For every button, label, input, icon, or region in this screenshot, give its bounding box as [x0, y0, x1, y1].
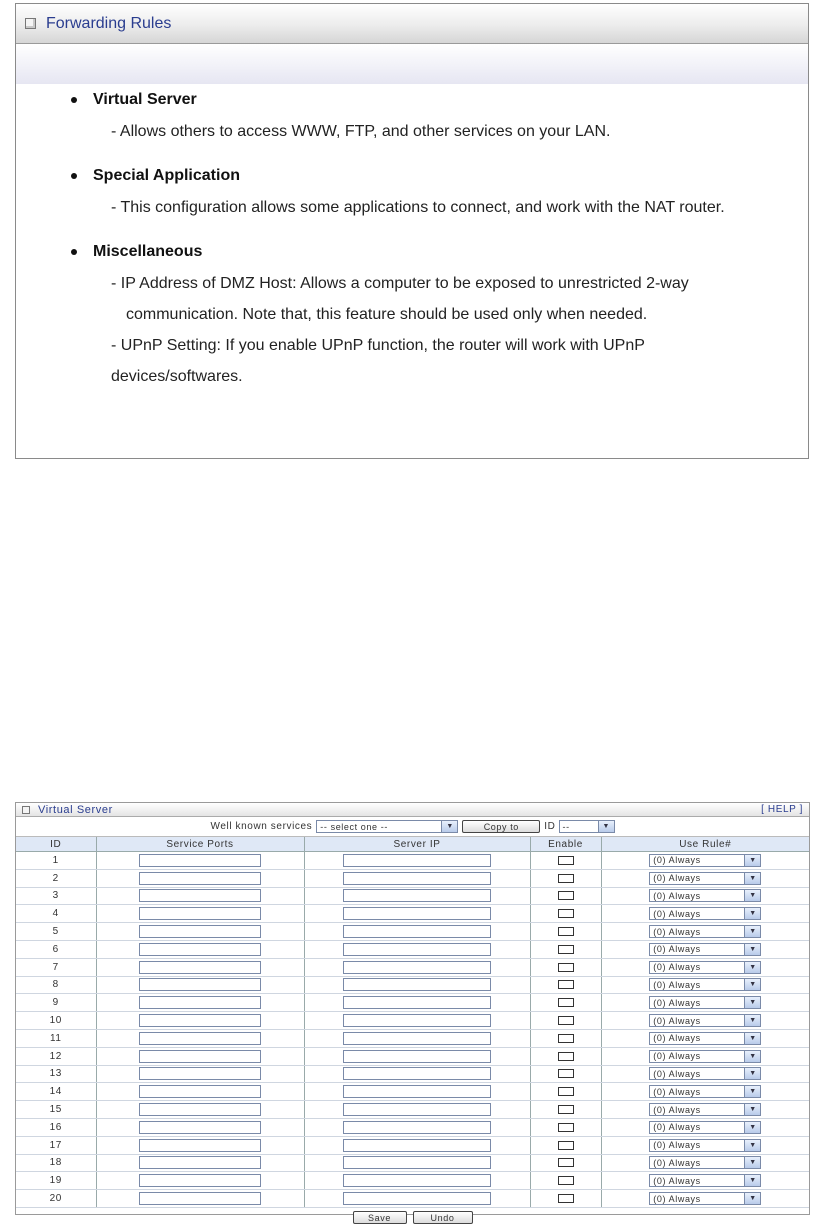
- service-ports-cell: [96, 905, 304, 923]
- use-rule-select[interactable]: [649, 1121, 761, 1134]
- service-ports-cell: [96, 923, 304, 941]
- server-ip-input[interactable]: [343, 1050, 491, 1063]
- enable-checkbox[interactable]: [558, 909, 574, 918]
- use-rule-value: (0) Always: [653, 890, 701, 901]
- table-row: [16, 1083, 809, 1101]
- enable-cell: [530, 887, 601, 905]
- server-ip-input[interactable]: [343, 961, 491, 974]
- row-id: 15: [16, 1101, 96, 1119]
- use-rule-select[interactable]: [649, 925, 761, 938]
- enable-checkbox[interactable]: [558, 874, 574, 883]
- enable-cell: [530, 1136, 601, 1154]
- row-id: 20: [16, 1190, 96, 1208]
- table-row: [16, 905, 809, 923]
- topic-description: - This configuration allows some applications to connect, and work with the NAT router.: [111, 199, 725, 216]
- row-id: 14: [16, 1083, 96, 1101]
- enable-checkbox[interactable]: [558, 1069, 574, 1078]
- row-id: 2: [16, 869, 96, 887]
- server-ip-input[interactable]: [343, 889, 491, 902]
- enable-cell: [530, 1065, 601, 1083]
- server-ip-cell: [304, 1047, 530, 1065]
- topic-description-line: communication. Note that, this feature should be used only when needed.: [126, 306, 648, 323]
- square-icon: [25, 18, 36, 29]
- use-rule-cell: [601, 994, 809, 1012]
- enable-cell: [530, 869, 601, 887]
- table-row: [16, 852, 809, 870]
- use-rule-cell: [601, 1029, 809, 1047]
- topic-virtual-server: [71, 84, 808, 147]
- table-row: [16, 923, 809, 941]
- server-ip-input[interactable]: [343, 978, 491, 991]
- enable-cell: [530, 1118, 601, 1136]
- use-rule-value: (0) Always: [653, 1104, 701, 1115]
- topic-miscellaneous: [71, 236, 808, 392]
- service-ports-cell: [96, 1083, 304, 1101]
- chevron-down-icon: ▼: [744, 873, 760, 884]
- use-rule-select[interactable]: [649, 978, 761, 991]
- chevron-down-icon: ▼: [744, 1175, 760, 1186]
- use-rule-value: (0) Always: [653, 1157, 701, 1168]
- service-ports-cell: [96, 1118, 304, 1136]
- use-rule-cell: [601, 852, 809, 870]
- use-rule-select[interactable]: [649, 1032, 761, 1045]
- well-known-services-row: [16, 817, 809, 837]
- id-select-value: --: [562, 821, 570, 832]
- use-rule-cell: [601, 1047, 809, 1065]
- server-ip-input[interactable]: [343, 1174, 491, 1187]
- use-rule-value: (0) Always: [653, 1122, 701, 1133]
- service-ports-input[interactable]: [139, 1174, 261, 1187]
- enable-checkbox[interactable]: [558, 1123, 574, 1132]
- enable-checkbox[interactable]: [558, 927, 574, 936]
- column-header-use-rule: Use Rule#: [601, 837, 809, 852]
- row-id: 8: [16, 976, 96, 994]
- service-ports-input[interactable]: [139, 996, 261, 1009]
- service-ports-cell: [96, 1065, 304, 1083]
- use-rule-value: (0) Always: [653, 979, 701, 990]
- well-known-services-select[interactable]: [316, 820, 458, 833]
- service-ports-input[interactable]: [139, 889, 261, 902]
- use-rule-select[interactable]: [649, 1156, 761, 1169]
- service-select-value: -- select one --: [320, 821, 388, 832]
- enable-checkbox[interactable]: [558, 1158, 574, 1167]
- chevron-down-icon: ▼: [744, 1104, 760, 1115]
- column-header-id: ID: [16, 837, 96, 852]
- undo-button[interactable]: Undo: [413, 1211, 473, 1224]
- topic-title: Miscellaneous: [93, 243, 203, 260]
- table-row: [16, 869, 809, 887]
- enable-checkbox[interactable]: [558, 963, 574, 972]
- service-ports-cell: [96, 1136, 304, 1154]
- server-ip-input[interactable]: [343, 1014, 491, 1027]
- server-ip-cell: [304, 923, 530, 941]
- column-header-enable: Enable: [530, 837, 601, 852]
- topic-title: Special Application: [93, 167, 240, 184]
- service-ports-cell: [96, 869, 304, 887]
- table-row: [16, 976, 809, 994]
- service-ports-cell: [96, 976, 304, 994]
- topic-description-line: - IP Address of DMZ Host: Allows a computer to be exposed to unrestricted 2-way: [111, 275, 689, 292]
- table-row: [16, 1065, 809, 1083]
- service-ports-input[interactable]: [139, 925, 261, 938]
- chevron-down-icon: ▼: [744, 908, 760, 919]
- service-ports-cell: [96, 1047, 304, 1065]
- header-gradient-band: [16, 44, 808, 84]
- service-ports-input[interactable]: [139, 1156, 261, 1169]
- server-ip-cell: [304, 1154, 530, 1172]
- use-rule-select[interactable]: [649, 1103, 761, 1116]
- enable-cell: [530, 1101, 601, 1119]
- server-ip-input[interactable]: [343, 1156, 491, 1169]
- service-ports-cell: [96, 1190, 304, 1208]
- topic-special-application: [71, 160, 808, 223]
- server-ip-cell: [304, 1012, 530, 1030]
- chevron-down-icon: ▼: [744, 1068, 760, 1079]
- virtual-server-table: [16, 837, 809, 1208]
- service-ports-cell: [96, 852, 304, 870]
- enable-cell: [530, 923, 601, 941]
- table-row: [16, 1190, 809, 1208]
- server-ip-cell: [304, 1190, 530, 1208]
- server-ip-cell: [304, 1136, 530, 1154]
- enable-cell: [530, 852, 601, 870]
- chevron-down-icon: ▼: [598, 821, 614, 832]
- chevron-down-icon: ▼: [744, 890, 760, 901]
- server-ip-cell: [304, 905, 530, 923]
- row-id: 13: [16, 1065, 96, 1083]
- use-rule-cell: [601, 976, 809, 994]
- topic-description: - Allows others to access WWW, FTP, and other services on your LAN.: [111, 123, 611, 140]
- server-ip-cell: [304, 1065, 530, 1083]
- server-ip-cell: [304, 976, 530, 994]
- use-rule-value: (0) Always: [653, 873, 701, 884]
- use-rule-cell: [601, 1083, 809, 1101]
- use-rule-value: (0) Always: [653, 944, 701, 955]
- id-select[interactable]: [559, 820, 615, 833]
- use-rule-value: (0) Always: [653, 962, 701, 973]
- server-ip-cell: [304, 887, 530, 905]
- table-row: [16, 1136, 809, 1154]
- service-ports-input[interactable]: [139, 1032, 261, 1045]
- use-rule-cell: [601, 1154, 809, 1172]
- row-id: 9: [16, 994, 96, 1012]
- use-rule-cell: [601, 1136, 809, 1154]
- enable-checkbox[interactable]: [558, 1087, 574, 1096]
- row-id: 7: [16, 958, 96, 976]
- server-ip-cell: [304, 1118, 530, 1136]
- server-ip-cell: [304, 1172, 530, 1190]
- use-rule-select[interactable]: [649, 1174, 761, 1187]
- enable-cell: [530, 1190, 601, 1208]
- forwarding-rules-content: [16, 84, 808, 392]
- use-rule-cell: [601, 1065, 809, 1083]
- server-ip-cell: [304, 852, 530, 870]
- service-ports-input[interactable]: [139, 1121, 261, 1134]
- chevron-down-icon: ▼: [744, 979, 760, 990]
- enable-cell: [530, 940, 601, 958]
- enable-checkbox[interactable]: [558, 945, 574, 954]
- table-row: [16, 887, 809, 905]
- table-header-row: [16, 837, 809, 852]
- enable-checkbox[interactable]: [558, 1016, 574, 1025]
- chevron-down-icon: ▼: [744, 1051, 760, 1062]
- server-ip-input[interactable]: [343, 854, 491, 867]
- server-ip-cell: [304, 1029, 530, 1047]
- row-id: 5: [16, 923, 96, 941]
- enable-checkbox[interactable]: [558, 998, 574, 1007]
- use-rule-select[interactable]: [649, 889, 761, 902]
- enable-cell: [530, 994, 601, 1012]
- use-rule-value: (0) Always: [653, 926, 701, 937]
- chevron-down-icon: ▼: [744, 997, 760, 1008]
- use-rule-select[interactable]: [649, 1139, 761, 1152]
- use-rule-value: (0) Always: [653, 1033, 701, 1044]
- forwarding-rules-header: [16, 4, 808, 44]
- server-ip-input[interactable]: [343, 1121, 491, 1134]
- enable-cell: [530, 958, 601, 976]
- enable-checkbox[interactable]: [558, 980, 574, 989]
- chevron-down-icon: ▼: [744, 1015, 760, 1026]
- help-link[interactable]: [ HELP ]: [761, 804, 803, 815]
- enable-cell: [530, 1154, 601, 1172]
- use-rule-value: (0) Always: [653, 997, 701, 1008]
- use-rule-cell: [601, 869, 809, 887]
- row-id: 12: [16, 1047, 96, 1065]
- server-ip-input[interactable]: [343, 1085, 491, 1098]
- use-rule-select[interactable]: [649, 1085, 761, 1098]
- server-ip-cell: [304, 940, 530, 958]
- table-row: [16, 1012, 809, 1030]
- chevron-down-icon: ▼: [744, 1086, 760, 1097]
- row-id: 1: [16, 852, 96, 870]
- row-id: 3: [16, 887, 96, 905]
- enable-cell: [530, 905, 601, 923]
- use-rule-select[interactable]: [649, 872, 761, 885]
- server-ip-input[interactable]: [343, 1192, 491, 1205]
- chevron-down-icon: ▼: [744, 944, 760, 955]
- use-rule-cell: [601, 905, 809, 923]
- row-id: 11: [16, 1029, 96, 1047]
- service-ports-input[interactable]: [139, 854, 261, 867]
- virtual-server-panel: [15, 802, 810, 1223]
- topic-description-line: devices/softwares.: [111, 368, 243, 385]
- service-ports-cell: [96, 1101, 304, 1119]
- server-ip-input[interactable]: [343, 1139, 491, 1152]
- chevron-down-icon: ▼: [744, 1122, 760, 1133]
- use-rule-cell: [601, 1118, 809, 1136]
- table-row: [16, 1047, 809, 1065]
- use-rule-cell: [601, 940, 809, 958]
- server-ip-input[interactable]: [343, 1103, 491, 1116]
- service-ports-input[interactable]: [139, 907, 261, 920]
- use-rule-value: (0) Always: [653, 908, 701, 919]
- service-ports-input[interactable]: [139, 961, 261, 974]
- table-row: [16, 1172, 809, 1190]
- chevron-down-icon: ▼: [744, 855, 760, 866]
- use-rule-cell: [601, 1012, 809, 1030]
- server-ip-input[interactable]: [343, 943, 491, 956]
- table-row: [16, 1101, 809, 1119]
- table-row: [16, 994, 809, 1012]
- use-rule-select[interactable]: [649, 1050, 761, 1063]
- server-ip-cell: [304, 1101, 530, 1119]
- enable-cell: [530, 976, 601, 994]
- use-rule-select[interactable]: [649, 854, 761, 867]
- service-ports-input[interactable]: [139, 943, 261, 956]
- service-ports-input[interactable]: [139, 1014, 261, 1027]
- service-ports-input[interactable]: [139, 1103, 261, 1116]
- enable-checkbox[interactable]: [558, 1194, 574, 1203]
- use-rule-select[interactable]: [649, 961, 761, 974]
- server-ip-cell: [304, 869, 530, 887]
- row-id: 10: [16, 1012, 96, 1030]
- enable-checkbox[interactable]: [558, 1105, 574, 1114]
- enable-cell: [530, 1172, 601, 1190]
- chevron-down-icon: ▼: [441, 821, 457, 832]
- service-ports-cell: [96, 1012, 304, 1030]
- server-ip-cell: [304, 994, 530, 1012]
- use-rule-select[interactable]: [649, 1192, 761, 1205]
- save-button[interactable]: Save: [353, 1211, 407, 1224]
- service-ports-input[interactable]: [139, 1067, 261, 1080]
- use-rule-select[interactable]: [649, 907, 761, 920]
- service-ports-input[interactable]: [139, 1050, 261, 1063]
- use-rule-value: (0) Always: [653, 1193, 701, 1204]
- server-ip-input[interactable]: [343, 1067, 491, 1080]
- use-rule-cell: [601, 887, 809, 905]
- use-rule-value: (0) Always: [653, 1140, 701, 1151]
- use-rule-value: (0) Always: [653, 1068, 701, 1079]
- service-ports-cell: [96, 994, 304, 1012]
- table-row: [16, 1154, 809, 1172]
- enable-cell: [530, 1047, 601, 1065]
- use-rule-select[interactable]: [649, 1014, 761, 1027]
- topic-title: Virtual Server: [93, 91, 197, 108]
- use-rule-cell: [601, 1101, 809, 1119]
- enable-checkbox[interactable]: [558, 1141, 574, 1150]
- enable-checkbox[interactable]: [558, 1176, 574, 1185]
- use-rule-value: (0) Always: [653, 1015, 701, 1026]
- id-label: ID: [544, 821, 556, 832]
- use-rule-cell: [601, 1190, 809, 1208]
- row-id: 4: [16, 905, 96, 923]
- enable-checkbox[interactable]: [558, 856, 574, 865]
- bullet-icon: [71, 173, 77, 179]
- enable-checkbox[interactable]: [558, 1052, 574, 1061]
- use-rule-cell: [601, 1172, 809, 1190]
- service-ports-input[interactable]: [139, 872, 261, 885]
- use-rule-value: (0) Always: [653, 1051, 701, 1062]
- table-row: [16, 1118, 809, 1136]
- use-rule-cell: [601, 923, 809, 941]
- service-ports-input[interactable]: [139, 1085, 261, 1098]
- service-ports-cell: [96, 1029, 304, 1047]
- server-ip-input[interactable]: [343, 1032, 491, 1045]
- row-id: 17: [16, 1136, 96, 1154]
- chevron-down-icon: ▼: [744, 1157, 760, 1168]
- row-id: 19: [16, 1172, 96, 1190]
- column-header-server-ip: Server IP: [304, 837, 530, 852]
- use-rule-value: (0) Always: [653, 1086, 701, 1097]
- virtual-server-titlebar: [16, 803, 809, 817]
- square-icon: [22, 806, 30, 814]
- server-ip-input[interactable]: [343, 925, 491, 938]
- service-ports-input[interactable]: [139, 1192, 261, 1205]
- server-ip-cell: [304, 1083, 530, 1101]
- use-rule-value: (0) Always: [653, 1175, 701, 1186]
- row-id: 18: [16, 1154, 96, 1172]
- copy-to-button[interactable]: Copy to: [462, 820, 540, 833]
- forwarding-rules-panel: [15, 3, 809, 459]
- enable-checkbox[interactable]: [558, 1034, 574, 1043]
- chevron-down-icon: ▼: [744, 1193, 760, 1204]
- service-ports-input[interactable]: [139, 1139, 261, 1152]
- virtual-server-title: Virtual Server: [38, 803, 113, 816]
- enable-cell: [530, 1083, 601, 1101]
- chevron-down-icon: ▼: [744, 1140, 760, 1151]
- enable-cell: [530, 1012, 601, 1030]
- use-rule-select[interactable]: [649, 943, 761, 956]
- service-ports-cell: [96, 958, 304, 976]
- chevron-down-icon: ▼: [744, 926, 760, 937]
- use-rule-value: (0) Always: [653, 855, 701, 866]
- use-rule-cell: [601, 958, 809, 976]
- server-ip-cell: [304, 958, 530, 976]
- service-ports-input[interactable]: [139, 978, 261, 991]
- bullet-icon: [71, 97, 77, 103]
- topic-description-line: - UPnP Setting: If you enable UPnP function, the router will work with UPnP: [111, 337, 645, 354]
- enable-checkbox[interactable]: [558, 891, 574, 900]
- chevron-down-icon: ▼: [744, 962, 760, 973]
- row-id: 6: [16, 940, 96, 958]
- forwarding-rules-title: Forwarding Rules: [46, 14, 172, 32]
- well-known-services-label: Well known services: [210, 821, 313, 832]
- row-id: 16: [16, 1118, 96, 1136]
- table-row: [16, 958, 809, 976]
- enable-cell: [530, 1029, 601, 1047]
- service-ports-cell: [96, 1172, 304, 1190]
- service-ports-cell: [96, 940, 304, 958]
- service-ports-cell: [96, 887, 304, 905]
- table-row: [16, 940, 809, 958]
- table-row: [16, 1029, 809, 1047]
- service-ports-cell: [96, 1154, 304, 1172]
- server-ip-input[interactable]: [343, 872, 491, 885]
- server-ip-input[interactable]: [343, 996, 491, 1009]
- use-rule-select[interactable]: [649, 996, 761, 1009]
- chevron-down-icon: ▼: [744, 1033, 760, 1044]
- server-ip-input[interactable]: [343, 907, 491, 920]
- column-header-service-ports: Service Ports: [96, 837, 304, 852]
- bullet-icon: [71, 249, 77, 255]
- use-rule-select[interactable]: [649, 1067, 761, 1080]
